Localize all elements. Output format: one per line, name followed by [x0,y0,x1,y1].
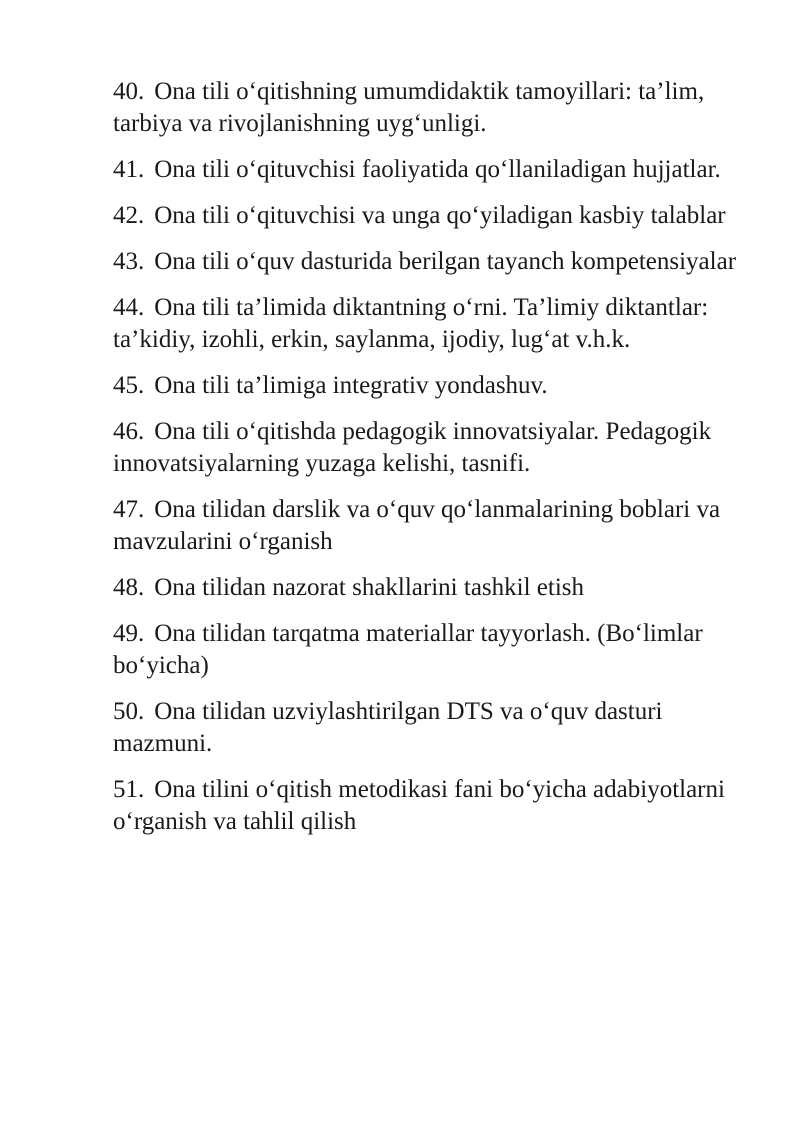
topic-text: Ona tilidan tarqatma materiallar tayyorlash. (Bo‘limlar bo‘yicha) [113,620,703,679]
topic-text: Ona tili o‘qituvchisi faoliyatida qo‘llaniladigan hujjatlar. [154,156,721,183]
topic-number: 40. [113,78,145,105]
topic-text: Ona tili o‘qitishning umumdidaktik tamoyillari: ta’lim, tarbiya va rivojlanishning uyg‘unligi. [113,78,705,137]
topic-number: 47. [113,496,145,523]
topic-text: Ona tili o‘quv dasturida berilgan tayanch kompetensiyalar [154,248,737,275]
topic-number: 43. [113,248,145,275]
topic-text: Ona tilidan darslik va o‘quv qo‘lanmalarining boblari va mavzularini o‘rganish [113,496,721,555]
topic-item-43 [113,246,760,278]
topic-number: 50. [113,698,145,725]
topic-item-45 [113,370,760,402]
topic-item-46 [113,416,760,480]
topic-text: Ona tilidan nazorat shakllarini tashkil etish [154,574,584,601]
topic-number: 42. [113,202,145,229]
topic-number: 44. [113,294,145,321]
topic-number: 48. [113,574,145,601]
topic-text: Ona tili o‘qituvchisi va unga qo‘yiladigan kasbiy talablar [154,202,726,229]
topic-item-41 [113,154,760,186]
topic-number: 49. [113,620,145,647]
topic-number: 51. [113,776,145,803]
topic-item-49 [113,618,760,682]
topic-text: Ona tilini o‘qitish metodikasi fani bo‘yicha adabiyotlarni o‘rganish va tahlil qilish [113,776,725,835]
topic-item-40 [113,76,760,140]
topic-item-51 [113,774,760,838]
topic-item-50 [113,696,760,760]
topic-number: 45. [113,372,145,399]
topic-number: 46. [113,418,145,445]
topic-text: Ona tili o‘qitishda pedagogik innovatsiyalar. Pedagogik innovatsiyalarning yuzaga kelishi, tasnifi. [113,418,712,477]
topic-list [113,76,760,838]
topic-number: 41. [113,156,145,183]
topic-item-48 [113,572,760,604]
topic-item-44 [113,292,760,356]
topic-text: Ona tili ta’limida diktantning o‘rni. Ta’limiy diktantlar: ta’kidiy, izohli, erkin, saylanma, ijodiy, lug‘at v.h.k. [113,294,709,353]
topic-text: Ona tilidan uzviylashtirilgan DTS va o‘quv dasturi mazmuni. [113,698,663,757]
topic-item-42 [113,200,760,232]
topic-item-47 [113,494,760,558]
topic-text: Ona tili ta’limiga integrativ yondashuv. [154,372,548,399]
